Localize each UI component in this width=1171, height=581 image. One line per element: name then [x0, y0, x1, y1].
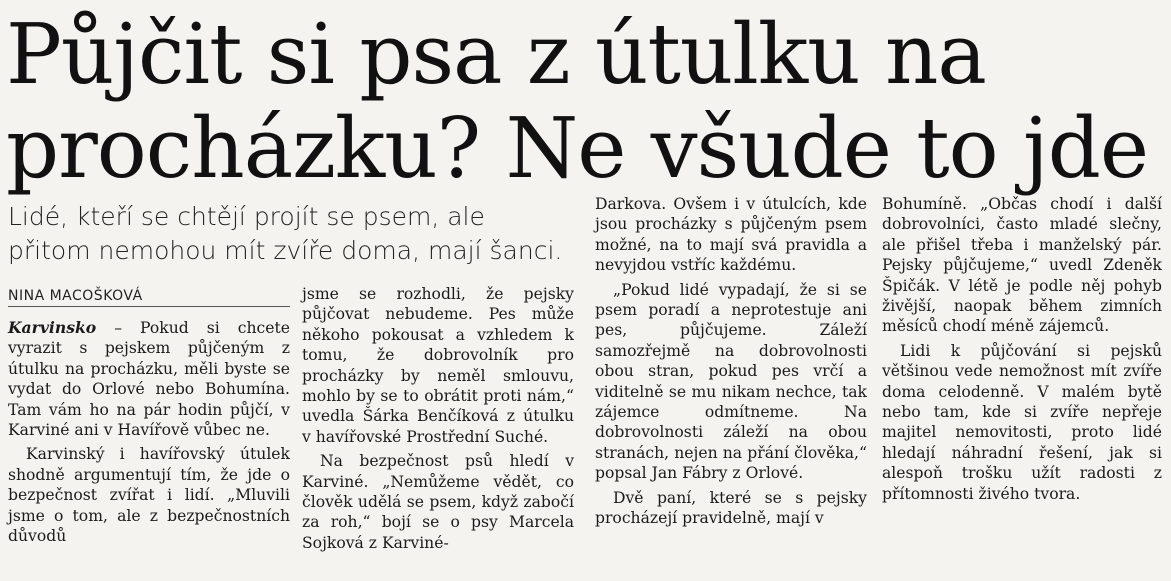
paragraph: Lidi k půjčování si pejsků většinou vede nemožnost mít zvíře doma celodenně. V malém bytě nebo tam, kde si zvíře nepřeje majitel nemovitosti, proto lidé hledají náhradní řešení, jak si alespoň trošku užít radosti z přítomnosti živého tvora.	[882, 341, 1162, 503]
dateline-place: Karvinsko	[8, 318, 97, 337]
paragraph: Darkova. Ovšem i v útulcích, kde jsou procházky s půjčeným psem možné, na to mají svá pravidla a nevyjdou vstříc každému.	[595, 195, 867, 275]
paragraph: Dvě paní, které se s pejsky procházejí pravidelně, mají v	[595, 488, 867, 528]
column-1	[8, 318, 290, 546]
headline-line-2: procházku? Ne všude to jde	[6, 100, 1148, 197]
paragraph: Bohumíně. „Občas chodí i další dobrovolníci, často mladé slečny, ale přišel třeba i manželský pár. Pejsky půjčujeme,“ uvedl Zdeněk Špičák. V létě je podle něj pohyb živější, naopak během zimních měsíců chodí méně zájemců.	[882, 195, 1162, 336]
byline: NINA MACOŠKOVÁ	[8, 288, 290, 307]
paragraph-text: – Pokud si chcete vyrazit s pejskem půjčeným z útulku na procházku, měli byste se vydat do Orlové nebo Bohumína. Tam vám ho na pár hodin půjčí, v Karviné ani v Havířově vůbec ne.	[8, 319, 290, 440]
paragraph: „Pokud lidé vypadají, že si se psem poradí a neprotestuje ani pes, půjčujeme. Záleží samozřejmě na dobrovolnosti obou stran, pokud pes vrčí a viditelně se mu nikam nechce, tak zájemce odmítneme. Na dobrovolnosti záleží na obou stranách, nejen na přání člověka,“ popsal Jan Fábry z Orlové.	[595, 280, 867, 483]
headline-line-1: Půjčit si psa z útulku na	[6, 6, 986, 103]
paragraph: Na bezpečnost psů hledí v Karviné. „Nemůžeme vědět, co člověk udělá se psem, když zabočí za roh,“ bojí se o psy Marcela Sojková z Karviné-	[302, 452, 574, 552]
column-3	[595, 194, 867, 529]
headline	[6, 8, 1166, 196]
deck-line-1: Lidé, kteří se chtějí projít se psem, ale	[8, 202, 485, 231]
paragraph	[8, 318, 290, 440]
paragraph: Karvinský i havířovský útulek shodně argumentují tím, že jde o bezpečnost zvířat i lidí. „Mluvili jsme o tom, ale z bezpečnostních důvodů	[8, 445, 290, 546]
deck	[8, 200, 588, 268]
column-4	[882, 194, 1162, 504]
deck-line-2: přitom nemohou mít zvíře doma, mají šanci.	[8, 236, 563, 265]
paragraph: jsme se rozhodli, že pejsky půjčovat nebudeme. Pes může někoho pokousat a vzhledem k tomu, že dobrovolník pro procházky by neměl smlouvu, mohlo by se to obrátit proti nám,“ uvedla Šárka Benčíková z útulku v havířovské Prostřední Suché.	[302, 285, 574, 446]
column-2	[302, 284, 574, 553]
